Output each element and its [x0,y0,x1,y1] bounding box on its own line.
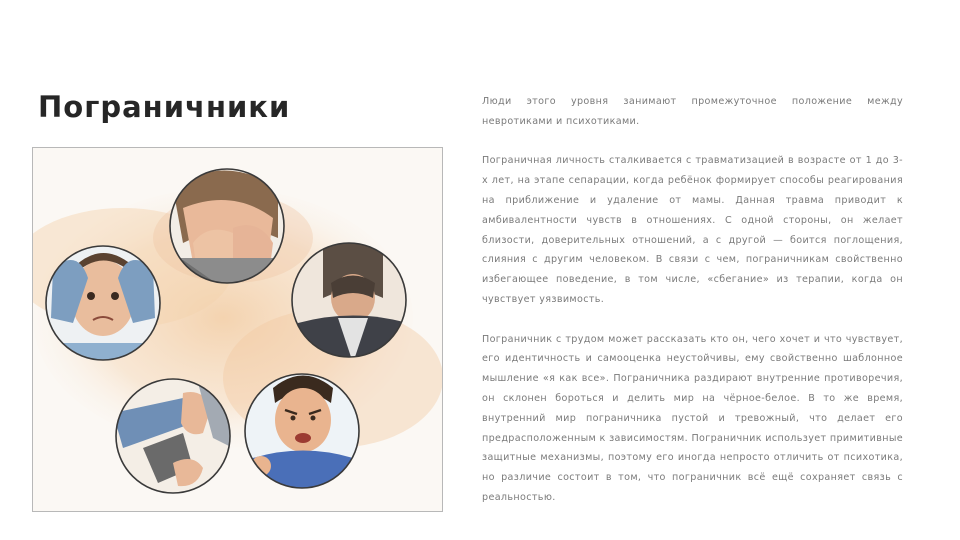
paragraph-identity: Пограничник с трудом может рассказать кто он, чего хочет и что чувствует, его идентичность и самооценка неустойчивы, ему свойственно шаблонное мышление «я как все». Пограничника раздирают внутренние противоречия, он склонен бороться и делить мир на чёрное-белое. В то же время, внутренний мир пограничника пустой и тревожный, что делает его предрасположенным к зависимостям. Пограничник использует примитивные защитные механизмы, поэтому его иногда непросто отличить от психотика, но различие состоит в том, что пограничник всё ещё сохраняет связь с реальностью. [482,333,904,503]
slide-title: Пограничники [38,90,291,124]
emotions-illustration [32,147,443,512]
paragraph-trauma: Пограничная личность сталкивается с травматизацией в возрасте от 1 до 3-х лет, на этапе сепарации, когда ребёнок формирует способы реагирования на приближение и удаление от мамы. Данная травма приводит к амбивалентности чувств в отношениях. С одной стороны, он желает близости, доверительных отношений, а с другой — боится поглощения, слияния с другим человеком. В связи с чем, пограничникам свойственно избегающее поведение, в том числе, «сбегание» из терапии, когда он чувствует уязвимость. [482,155,903,305]
body-text [482,92,903,528]
paragraph-intro: Люди этого уровня занимают промежуточное положение между невротиками и психотиками. [482,96,903,127]
